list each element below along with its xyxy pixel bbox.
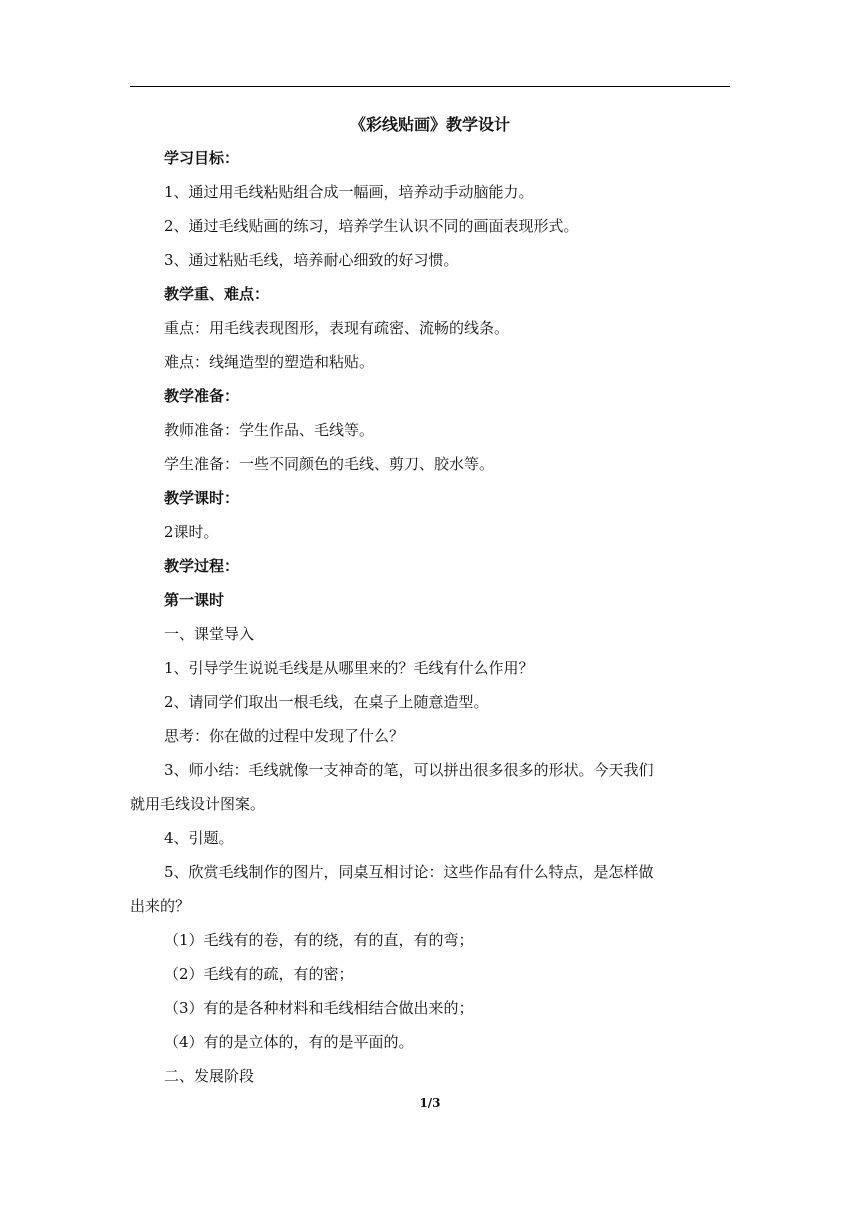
paragraph: 就用毛线设计图案。 [130,795,266,813]
paragraph: 一、课堂导入 [164,625,255,643]
paragraph: 二、发展阶段 [164,1067,255,1085]
section-heading: 教学准备： [164,387,240,405]
paragraph: （2）毛线有的疏，有的密； [164,965,354,983]
paragraph: 3、通过粘贴毛线，培养耐心细致的好习惯。 [164,251,459,269]
paragraph: 1、通过用毛线粘贴组合成一幅画，培养动手动脑能力。 [164,183,534,201]
paragraph: （4）有的是立体的，有的是平面的。 [164,1033,414,1051]
paragraph: 2、请同学们取出一根毛线，在桌子上随意造型。 [164,693,489,711]
section-heading: 第一课时 [164,591,225,609]
section-heading: 教学课时： [164,489,240,507]
paragraph: 2课时。 [164,523,219,541]
paragraph: （3）有的是各种材料和毛线相结合做出来的； [164,999,474,1017]
paragraph: 重点：用毛线表现图形，表现有疏密、流畅的线条。 [164,319,510,337]
paragraph: （1）毛线有的卷，有的绕，有的直，有的弯； [164,931,474,949]
section-heading: 教学重、难点： [164,285,270,303]
paragraph: 4、引题。 [164,829,234,847]
paragraph: 思考：你在做的过程中发现了什么？ [164,727,405,745]
paragraph: 1、引导学生说说毛线是从哪里来的？毛线有什么作用？ [164,659,534,677]
document-body [130,141,730,1093]
section-heading: 学习目标： [164,149,240,167]
paragraph: 难点：线绳造型的塑造和粘贴。 [164,353,375,371]
paragraph: 3、师小结：毛线就像一支神奇的笔，可以拼出很多很多的形状。今天我们 [164,761,654,779]
paragraph: 2、通过毛线贴画的练习，培养学生认识不同的画面表现形式。 [164,217,579,235]
section-heading: 教学过程： [164,557,240,575]
page-number: 1/3 [419,1096,441,1110]
document-title: 《彩线贴画》教学设计 [349,115,510,134]
paragraph: 学生准备：一些不同颜色的毛线、剪刀、胶水等。 [164,455,495,473]
paragraph: 5、欣赏毛线制作的图片，同桌互相讨论：这些作品有什么特点，是怎样做 [164,863,654,881]
paragraph: 出来的？ [130,897,191,915]
header-rule [130,86,730,87]
paragraph: 教师准备：学生作品、毛线等。 [164,421,375,439]
